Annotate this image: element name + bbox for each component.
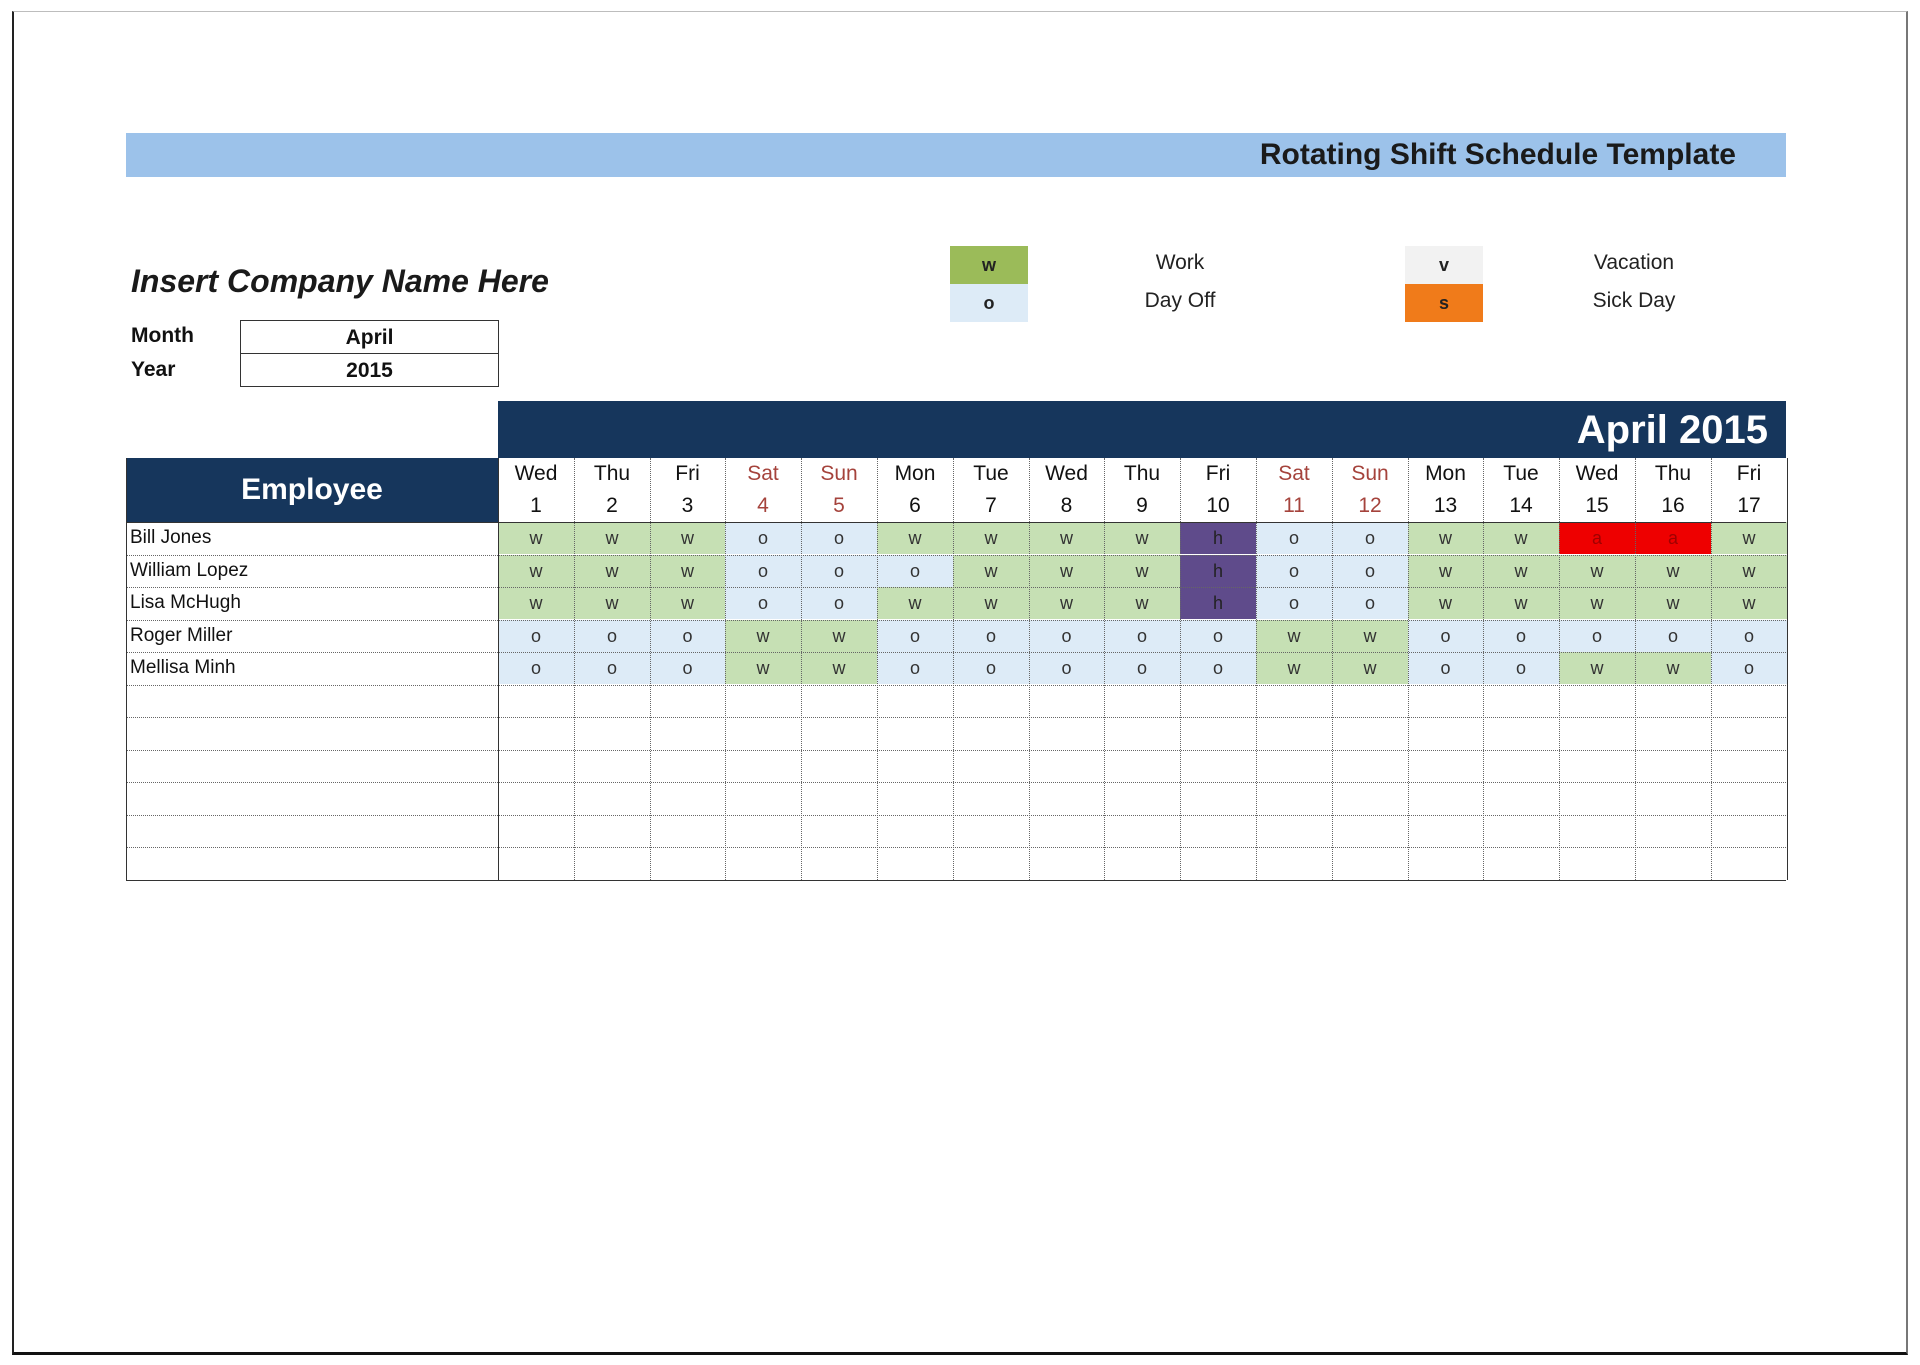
shift-cell[interactable]: [1559, 815, 1635, 847]
shift-cell[interactable]: [574, 685, 650, 717]
shift-cell[interactable]: w: [1635, 652, 1711, 684]
grid-row-line: [126, 750, 1786, 751]
legend-vacation-label: Vacation: [1593, 251, 1675, 274]
shift-cell[interactable]: [1104, 847, 1180, 879]
shift-cell[interactable]: w: [725, 620, 801, 652]
grid-col-line: [1711, 458, 1712, 880]
shift-cell[interactable]: [1635, 782, 1711, 814]
shift-cell[interactable]: [498, 847, 574, 879]
calendar-banner: [498, 401, 1786, 458]
year-field[interactable]: 2015: [240, 353, 499, 387]
day-name: Fri: [675, 462, 700, 485]
shift-cell[interactable]: w: [1559, 555, 1635, 587]
shift-cell[interactable]: w: [1256, 620, 1332, 652]
month-field[interactable]: April: [240, 320, 499, 354]
shift-cell[interactable]: w: [1029, 587, 1104, 619]
shift-cell[interactable]: [1711, 847, 1787, 879]
shift-cell[interactable]: w: [650, 555, 725, 587]
grid-row-line: [126, 880, 1786, 881]
grid-col-line: [498, 458, 499, 880]
legend-dayoff-label: Day Off: [1144, 289, 1216, 312]
day-header: [1029, 458, 1104, 522]
shift-cell[interactable]: [498, 717, 574, 749]
shift-cell[interactable]: [953, 685, 1029, 717]
day-number: 6: [909, 494, 921, 517]
shift-cell[interactable]: [725, 782, 801, 814]
shift-cell[interactable]: [1635, 717, 1711, 749]
employee-column-header: Employee: [126, 458, 498, 522]
shift-cell[interactable]: [1180, 782, 1256, 814]
shift-cell[interactable]: [725, 815, 801, 847]
shift-cell[interactable]: w: [953, 555, 1029, 587]
shift-cell[interactable]: o: [574, 620, 650, 652]
shift-cell[interactable]: [1559, 782, 1635, 814]
shift-cell[interactable]: w: [1408, 587, 1483, 619]
grid-col-line: [1559, 458, 1560, 880]
shift-cell[interactable]: [1029, 685, 1104, 717]
shift-cell[interactable]: w: [1256, 652, 1332, 684]
shift-cell[interactable]: o: [725, 587, 801, 619]
shift-cell[interactable]: w: [1029, 555, 1104, 587]
shift-cell[interactable]: o: [725, 555, 801, 587]
shift-cell[interactable]: [1029, 847, 1104, 879]
shift-cell[interactable]: [1180, 815, 1256, 847]
shift-cell[interactable]: [1256, 717, 1332, 749]
grid-col-line: [1332, 458, 1333, 880]
shift-cell[interactable]: w: [877, 587, 953, 619]
shift-cell[interactable]: [1332, 717, 1408, 749]
legend-vacation-swatch: v: [1405, 246, 1483, 284]
day-name: Thu: [1123, 462, 1161, 485]
shift-cell[interactable]: [1408, 717, 1483, 749]
day-number: 12: [1358, 494, 1382, 517]
shift-cell[interactable]: w: [1104, 555, 1180, 587]
day-name: Sun: [820, 462, 858, 485]
legend-sickday-swatch: s: [1405, 284, 1483, 322]
shift-cell[interactable]: [725, 750, 801, 782]
shift-cell[interactable]: [801, 685, 877, 717]
shift-cell[interactable]: a: [1635, 522, 1711, 554]
day-name: Sat: [747, 462, 779, 485]
shift-cell[interactable]: [574, 782, 650, 814]
day-number: 11: [1283, 494, 1305, 517]
day-header: [1408, 458, 1483, 522]
employee-name-cell[interactable]: [126, 847, 498, 879]
day-name: Wed: [1575, 462, 1619, 485]
shift-cell[interactable]: [1180, 717, 1256, 749]
shift-cell[interactable]: w: [498, 522, 574, 554]
grid-col-line: [1408, 458, 1409, 880]
employee-name-cell[interactable]: Mellisa Minh: [130, 657, 236, 678]
shift-cell[interactable]: [801, 717, 877, 749]
shift-cell[interactable]: [1256, 847, 1332, 879]
shift-cell[interactable]: w: [574, 555, 650, 587]
day-name: Fri: [1736, 462, 1762, 485]
day-name: Wed: [1045, 462, 1088, 485]
shift-cell[interactable]: [1635, 750, 1711, 782]
day-name: Fri: [1205, 462, 1231, 485]
shift-cell[interactable]: o: [953, 652, 1029, 684]
shift-cell[interactable]: o: [877, 620, 953, 652]
shift-cell[interactable]: [650, 815, 725, 847]
shift-cell[interactable]: [877, 847, 953, 879]
employee-name-cell[interactable]: Bill Jones: [130, 527, 212, 548]
shift-cell[interactable]: o: [1559, 620, 1635, 652]
shift-cell[interactable]: o: [1104, 652, 1180, 684]
day-name: Wed: [514, 462, 558, 485]
shift-cell[interactable]: [1029, 782, 1104, 814]
shift-cell[interactable]: w: [498, 587, 574, 619]
shift-cell[interactable]: [650, 847, 725, 879]
shift-cell[interactable]: o: [1029, 652, 1104, 684]
shift-cell[interactable]: w: [801, 652, 877, 684]
employee-name-cell[interactable]: [126, 685, 498, 717]
grid-col-line: [1029, 458, 1030, 880]
shift-cell[interactable]: o: [877, 652, 953, 684]
shift-cell[interactable]: w: [1332, 652, 1408, 684]
shift-cell[interactable]: [1559, 750, 1635, 782]
day-number: 10: [1206, 494, 1230, 517]
shift-cell[interactable]: [1483, 782, 1559, 814]
shift-cell[interactable]: [574, 750, 650, 782]
day-header: [1559, 458, 1635, 522]
grid-row-line: [126, 555, 1786, 556]
shift-cell[interactable]: [1483, 750, 1559, 782]
day-name: Mon: [894, 462, 936, 485]
day-header: [1332, 458, 1408, 522]
shift-cell[interactable]: o: [1408, 620, 1483, 652]
shift-cell[interactable]: h: [1180, 555, 1256, 587]
shift-cell[interactable]: w: [801, 620, 877, 652]
shift-cell[interactable]: a: [1559, 522, 1635, 554]
shift-cell[interactable]: [801, 750, 877, 782]
shift-cell[interactable]: o: [1332, 555, 1408, 587]
shift-cell[interactable]: w: [1711, 555, 1787, 587]
day-header: [801, 458, 877, 522]
day-name: Thu: [1654, 462, 1692, 485]
grid-col-line: [877, 458, 878, 880]
shift-cell[interactable]: [1408, 685, 1483, 717]
shift-cell[interactable]: w: [1483, 587, 1559, 619]
shift-cell[interactable]: [1711, 685, 1787, 717]
shift-cell[interactable]: w: [953, 522, 1029, 554]
year-label: Year: [131, 358, 176, 381]
calendar-title: April 2015: [1576, 408, 1768, 452]
month-label: Month: [131, 324, 194, 347]
legend-sickday-label: Sick Day: [1592, 289, 1676, 312]
shift-cell[interactable]: w: [650, 587, 725, 619]
grid-col-line: [1104, 458, 1105, 880]
day-name: Tue: [1503, 462, 1539, 485]
shift-cell[interactable]: [877, 782, 953, 814]
shift-cell[interactable]: [1408, 815, 1483, 847]
grid-row-line: [126, 522, 1786, 523]
day-number: 4: [757, 494, 769, 517]
shift-cell[interactable]: [1332, 847, 1408, 879]
legend-work-label: Work: [1155, 251, 1205, 274]
shift-cell[interactable]: [801, 782, 877, 814]
shift-cell[interactable]: [1104, 750, 1180, 782]
grid-col-line: [126, 458, 127, 880]
shift-cell[interactable]: [801, 815, 877, 847]
shift-cell[interactable]: w: [1104, 522, 1180, 554]
grid-col-line: [801, 458, 802, 880]
shift-cell[interactable]: w: [1483, 522, 1559, 554]
shift-cell[interactable]: [498, 685, 574, 717]
employee-name-cell[interactable]: [126, 717, 498, 749]
day-header: [725, 458, 801, 522]
shift-cell[interactable]: w: [1635, 587, 1711, 619]
day-header: [1711, 458, 1787, 522]
shift-cell[interactable]: [1104, 685, 1180, 717]
shift-cell[interactable]: o: [1256, 555, 1332, 587]
shift-cell[interactable]: w: [1711, 587, 1787, 619]
day-number: 16: [1661, 494, 1685, 517]
shift-cell[interactable]: o: [498, 620, 574, 652]
day-header: [1180, 458, 1256, 522]
shift-cell[interactable]: w: [574, 587, 650, 619]
shift-cell[interactable]: w: [1711, 522, 1787, 554]
day-header: [574, 458, 650, 522]
legend-work-swatch: w: [950, 246, 1028, 284]
shift-cell[interactable]: [1180, 685, 1256, 717]
grid-col-line: [1256, 458, 1257, 880]
shift-cell[interactable]: o: [1483, 620, 1559, 652]
title-bar: [126, 133, 1786, 177]
shift-cell[interactable]: [650, 717, 725, 749]
shift-cell[interactable]: [1559, 847, 1635, 879]
shift-cell[interactable]: o: [801, 555, 877, 587]
day-number: 8: [1060, 494, 1073, 517]
shift-cell[interactable]: w: [1332, 620, 1408, 652]
day-number: 13: [1433, 494, 1458, 517]
shift-cell[interactable]: o: [1256, 587, 1332, 619]
shift-cell[interactable]: [650, 685, 725, 717]
shift-cell[interactable]: o: [650, 652, 725, 684]
shift-cell[interactable]: [1635, 847, 1711, 879]
day-name: Sat: [1278, 462, 1310, 485]
shift-cell[interactable]: [1180, 750, 1256, 782]
shift-cell[interactable]: h: [1180, 522, 1256, 554]
shift-cell[interactable]: [953, 750, 1029, 782]
day-header: [1256, 458, 1332, 522]
shift-cell[interactable]: o: [1332, 587, 1408, 619]
day-header: [650, 458, 725, 522]
shift-cell[interactable]: w: [1408, 555, 1483, 587]
shift-cell[interactable]: [1408, 782, 1483, 814]
shift-cell[interactable]: o: [1104, 620, 1180, 652]
shift-cell[interactable]: w: [1559, 652, 1635, 684]
employee-name-cell[interactable]: William Lopez: [130, 559, 249, 581]
shift-cell[interactable]: [650, 782, 725, 814]
shift-cell[interactable]: o: [1408, 652, 1483, 684]
shift-cell[interactable]: [1711, 815, 1787, 847]
shift-cell[interactable]: [574, 847, 650, 879]
shift-cell[interactable]: [1408, 750, 1483, 782]
shift-cell[interactable]: [498, 815, 574, 847]
shift-cell[interactable]: w: [650, 522, 725, 554]
shift-cell[interactable]: w: [1029, 522, 1104, 554]
shift-cell[interactable]: w: [1635, 555, 1711, 587]
shift-cell[interactable]: [725, 685, 801, 717]
shift-cell[interactable]: [801, 847, 877, 879]
shift-cell[interactable]: [725, 717, 801, 749]
shift-cell[interactable]: [1332, 782, 1408, 814]
shift-cell[interactable]: [498, 750, 574, 782]
shift-cell[interactable]: h: [1180, 587, 1256, 619]
grid-col-line: [725, 458, 726, 880]
shift-cell[interactable]: [1635, 815, 1711, 847]
shift-cell[interactable]: o: [574, 652, 650, 684]
grid-row-line: [126, 685, 1786, 686]
grid-col-line: [574, 458, 575, 880]
shift-cell[interactable]: [1559, 717, 1635, 749]
company-name[interactable]: Insert Company Name Here: [131, 263, 549, 299]
shift-cell[interactable]: w: [498, 555, 574, 587]
day-number: 9: [1136, 494, 1148, 517]
shift-cell[interactable]: [1711, 782, 1787, 814]
employee-name-cell[interactable]: Lisa McHugh: [130, 592, 241, 613]
grid-col-line: [1483, 458, 1484, 880]
shift-cell[interactable]: [1180, 847, 1256, 879]
shift-cell[interactable]: w: [877, 522, 953, 554]
shift-cell[interactable]: [1332, 815, 1408, 847]
shift-cell[interactable]: o: [1180, 652, 1256, 684]
shift-cell[interactable]: [953, 717, 1029, 749]
shift-cell[interactable]: [1256, 750, 1332, 782]
shift-cell[interactable]: [1256, 685, 1332, 717]
shift-cell[interactable]: o: [725, 522, 801, 554]
shift-cell[interactable]: [953, 815, 1029, 847]
shift-cell[interactable]: o: [498, 652, 574, 684]
shift-cell[interactable]: [953, 847, 1029, 879]
shift-cell[interactable]: w: [574, 522, 650, 554]
shift-cell[interactable]: o: [1711, 620, 1787, 652]
day-header: [498, 458, 574, 522]
shift-cell[interactable]: [574, 815, 650, 847]
shift-cell[interactable]: [1711, 717, 1787, 749]
shift-cell[interactable]: [1332, 685, 1408, 717]
shift-cell[interactable]: [1483, 847, 1559, 879]
grid-col-line: [650, 458, 651, 880]
shift-cell[interactable]: [1256, 815, 1332, 847]
shift-cell[interactable]: [650, 750, 725, 782]
shift-cell[interactable]: [877, 750, 953, 782]
shift-cell[interactable]: [1483, 717, 1559, 749]
grid-row-line: [126, 652, 1786, 653]
shift-cell[interactable]: o: [1256, 522, 1332, 554]
grid-row-line: [126, 587, 1786, 588]
grid-col-line: [1180, 458, 1181, 880]
day-name: Mon: [1425, 462, 1466, 485]
shift-cell[interactable]: w: [1483, 555, 1559, 587]
day-number: 14: [1509, 494, 1533, 517]
shift-cell[interactable]: o: [953, 620, 1029, 652]
shift-cell[interactable]: [953, 782, 1029, 814]
day-number: 2: [606, 494, 618, 517]
grid-col-line: [1787, 458, 1788, 880]
day-number: 5: [833, 494, 845, 517]
shift-cell[interactable]: [877, 717, 953, 749]
shift-cell[interactable]: [1408, 847, 1483, 879]
day-header: [1483, 458, 1559, 522]
legend-dayoff-swatch: o: [950, 284, 1028, 322]
day-number: 15: [1585, 494, 1609, 517]
day-number: 17: [1737, 494, 1761, 517]
shift-cell[interactable]: [1483, 685, 1559, 717]
shift-cell[interactable]: o: [1711, 652, 1787, 684]
day-number: 3: [681, 494, 694, 517]
shift-cell[interactable]: [1104, 717, 1180, 749]
shift-cell[interactable]: [574, 717, 650, 749]
shift-cell[interactable]: [1029, 750, 1104, 782]
grid-col-line: [953, 458, 954, 880]
employee-name-cell[interactable]: [126, 750, 498, 782]
shift-cell[interactable]: o: [650, 620, 725, 652]
day-number: 7: [985, 494, 997, 517]
day-name: Thu: [593, 462, 631, 485]
day-header: [1635, 458, 1711, 522]
shift-cell[interactable]: [1256, 782, 1332, 814]
grid-row-line: [126, 717, 1786, 718]
day-name: Tue: [973, 462, 1009, 485]
shift-cell[interactable]: [1104, 782, 1180, 814]
shift-cell[interactable]: [1483, 815, 1559, 847]
shift-cell[interactable]: [498, 782, 574, 814]
shift-cell[interactable]: w: [953, 587, 1029, 619]
shift-cell[interactable]: o: [1483, 652, 1559, 684]
day-header: [877, 458, 953, 522]
grid-row-line: [126, 815, 1786, 816]
shift-cell[interactable]: w: [1104, 587, 1180, 619]
shift-cell[interactable]: [725, 847, 801, 879]
shift-cell[interactable]: w: [725, 652, 801, 684]
grid-row-line: [126, 847, 1786, 848]
day-name: Sun: [1351, 462, 1389, 485]
shift-cell[interactable]: o: [801, 587, 877, 619]
shift-cell[interactable]: o: [1332, 522, 1408, 554]
shift-cell[interactable]: [1332, 750, 1408, 782]
shift-cell[interactable]: [1104, 815, 1180, 847]
shift-cell[interactable]: w: [1559, 587, 1635, 619]
employee-name-cell[interactable]: [126, 815, 498, 847]
employee-name-cell[interactable]: [126, 782, 498, 814]
grid-col-line: [1635, 458, 1636, 880]
employee-name-cell[interactable]: Roger Miller: [130, 624, 233, 646]
shift-cell[interactable]: o: [801, 522, 877, 554]
shift-cell[interactable]: o: [1180, 620, 1256, 652]
day-header: [1104, 458, 1180, 522]
shift-cell[interactable]: w: [1408, 522, 1483, 554]
shift-cell[interactable]: [1029, 717, 1104, 749]
grid-row-line: [126, 620, 1786, 621]
shift-cell[interactable]: o: [1635, 620, 1711, 652]
day-header: [953, 458, 1029, 522]
page-title: Rotating Shift Schedule Template: [1259, 138, 1736, 171]
day-number: 1: [530, 494, 542, 517]
shift-cell[interactable]: [877, 815, 953, 847]
shift-cell[interactable]: [877, 685, 953, 717]
shift-cell[interactable]: [1711, 750, 1787, 782]
grid-row-line: [126, 782, 1786, 783]
shift-cell[interactable]: o: [1029, 620, 1104, 652]
shift-cell[interactable]: [1635, 685, 1711, 717]
shift-cell[interactable]: [1029, 815, 1104, 847]
shift-cell[interactable]: [1559, 685, 1635, 717]
shift-cell[interactable]: o: [877, 555, 953, 587]
